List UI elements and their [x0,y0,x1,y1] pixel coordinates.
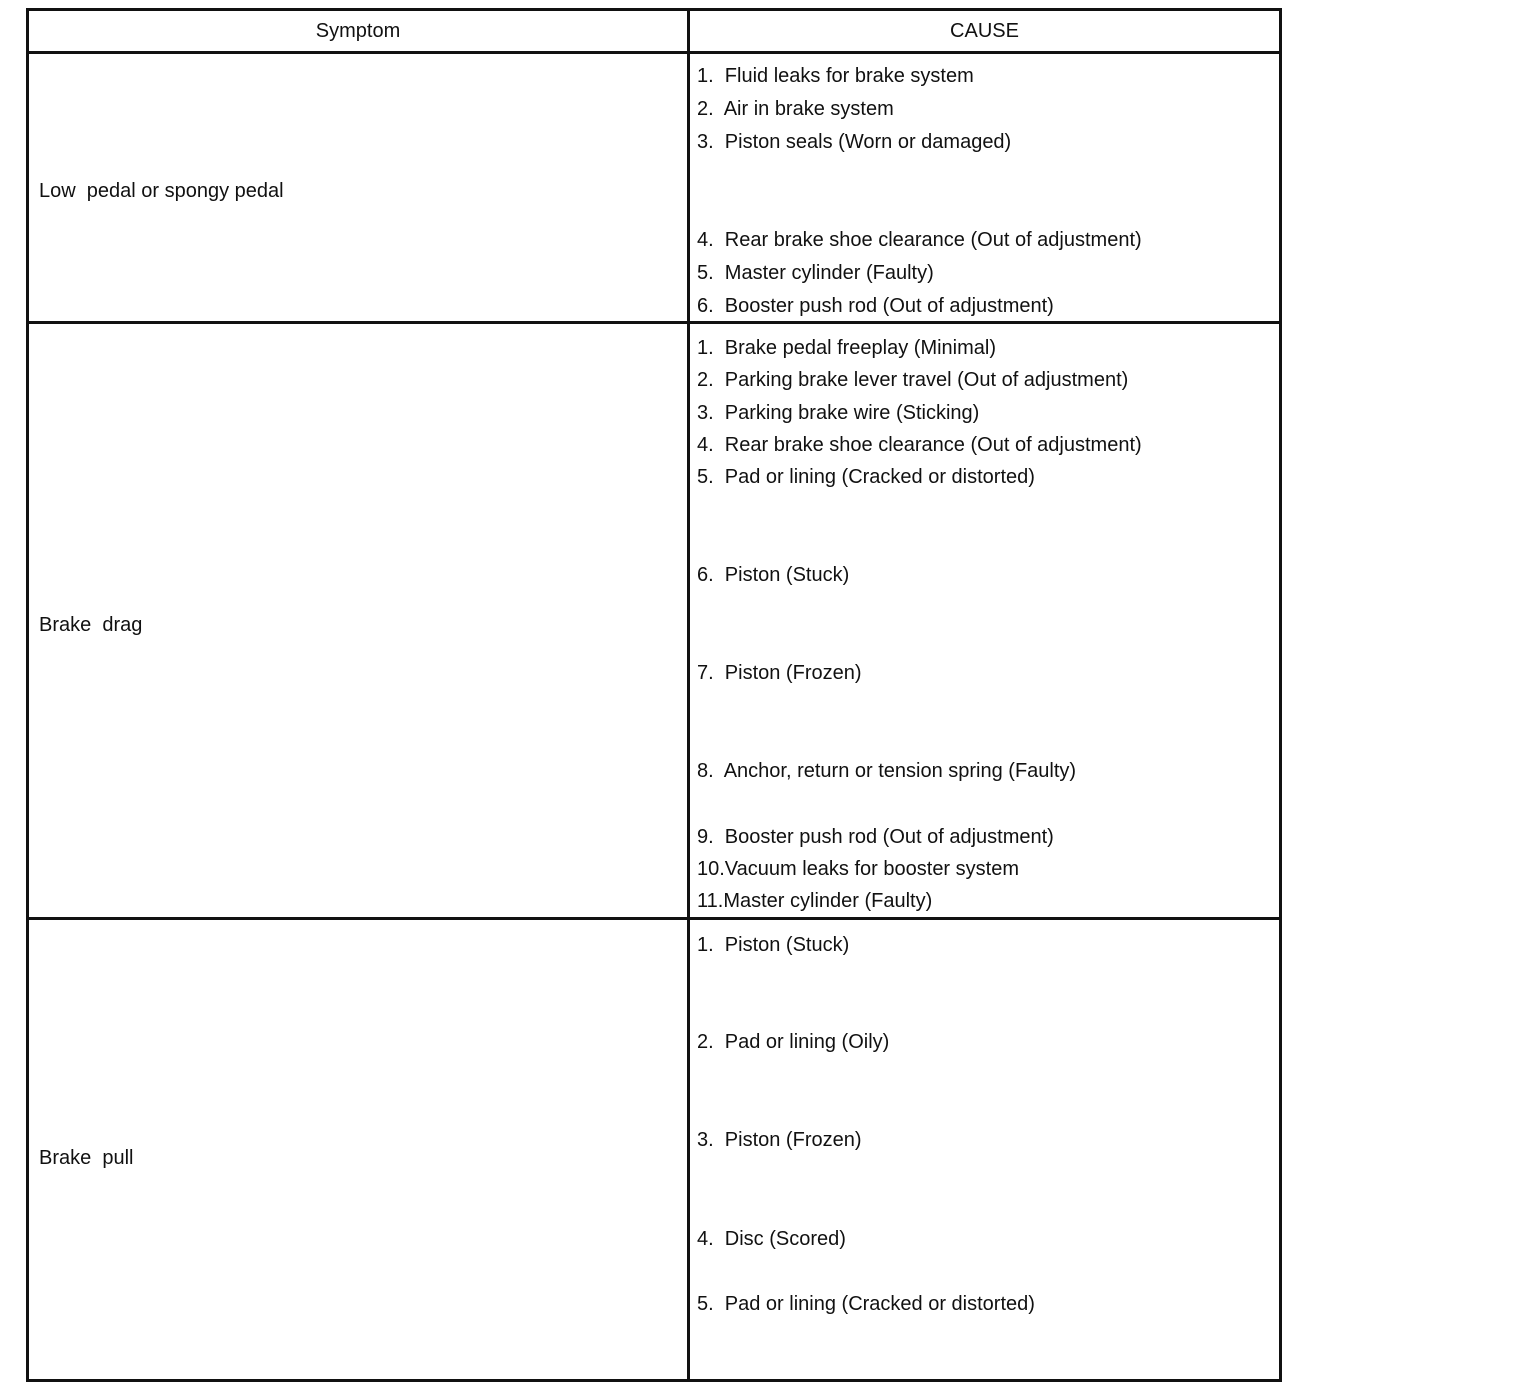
cause-item: 3. Piston (Frozen) [697,1129,862,1151]
cause-item: 3. Parking brake wire (Sticking) [697,402,980,424]
header-symptom: Symptom [315,19,401,42]
header-cause: CAUSE [950,19,1019,42]
column-divider [687,11,690,1379]
cause-item: 1. Fluid leaks for brake system [697,65,974,87]
cause-item: 6. Piston (Stuck) [697,564,850,586]
cause-item: 5. Pad or lining (Cracked or distorted) [697,466,1035,488]
cause-item: 2. Air in brake system [697,98,894,120]
row-divider-1 [29,321,1279,324]
cause-item: 9. Booster push rod (Out of adjustment) [697,826,1054,848]
cause-item: 2. Pad or lining (Oily) [697,1031,890,1053]
row-divider-2 [29,917,1279,920]
cause-item: 4. Rear brake shoe clearance (Out of adjustment) [697,434,1142,456]
cause-item: 4. Rear brake shoe clearance (Out of adjustment) [697,229,1142,251]
symptom-row-1: Low pedal or spongy pedal [39,180,284,202]
cause-item: 7. Piston (Frozen) [697,662,862,684]
cause-item: 3. Piston seals (Worn or damaged) [697,131,1012,153]
cause-item: 4. Disc (Scored) [697,1228,846,1250]
cause-item: 10.Vacuum leaks for booster system [697,858,1019,880]
cause-item: 5. Master cylinder (Faulty) [697,262,934,284]
symptom-row-2: Brake drag [39,614,143,636]
cause-item: 1. Brake pedal freeplay (Minimal) [697,337,997,359]
cause-item: 2. Parking brake lever travel (Out of adjustment) [697,369,1129,391]
cause-item: 1. Piston (Stuck) [697,934,850,956]
cause-item: 8. Anchor, return or tension spring (Faulty) [697,760,1077,782]
symptom-cause-table [26,8,1282,1382]
header-divider [29,51,1279,54]
symptom-row-3: Brake pull [39,1147,134,1169]
cause-item: 6. Booster push rod (Out of adjustment) [697,295,1054,317]
cause-item: 11.Master cylinder (Faulty) [697,890,933,912]
cause-item: 5. Pad or lining (Cracked or distorted) [697,1293,1035,1315]
